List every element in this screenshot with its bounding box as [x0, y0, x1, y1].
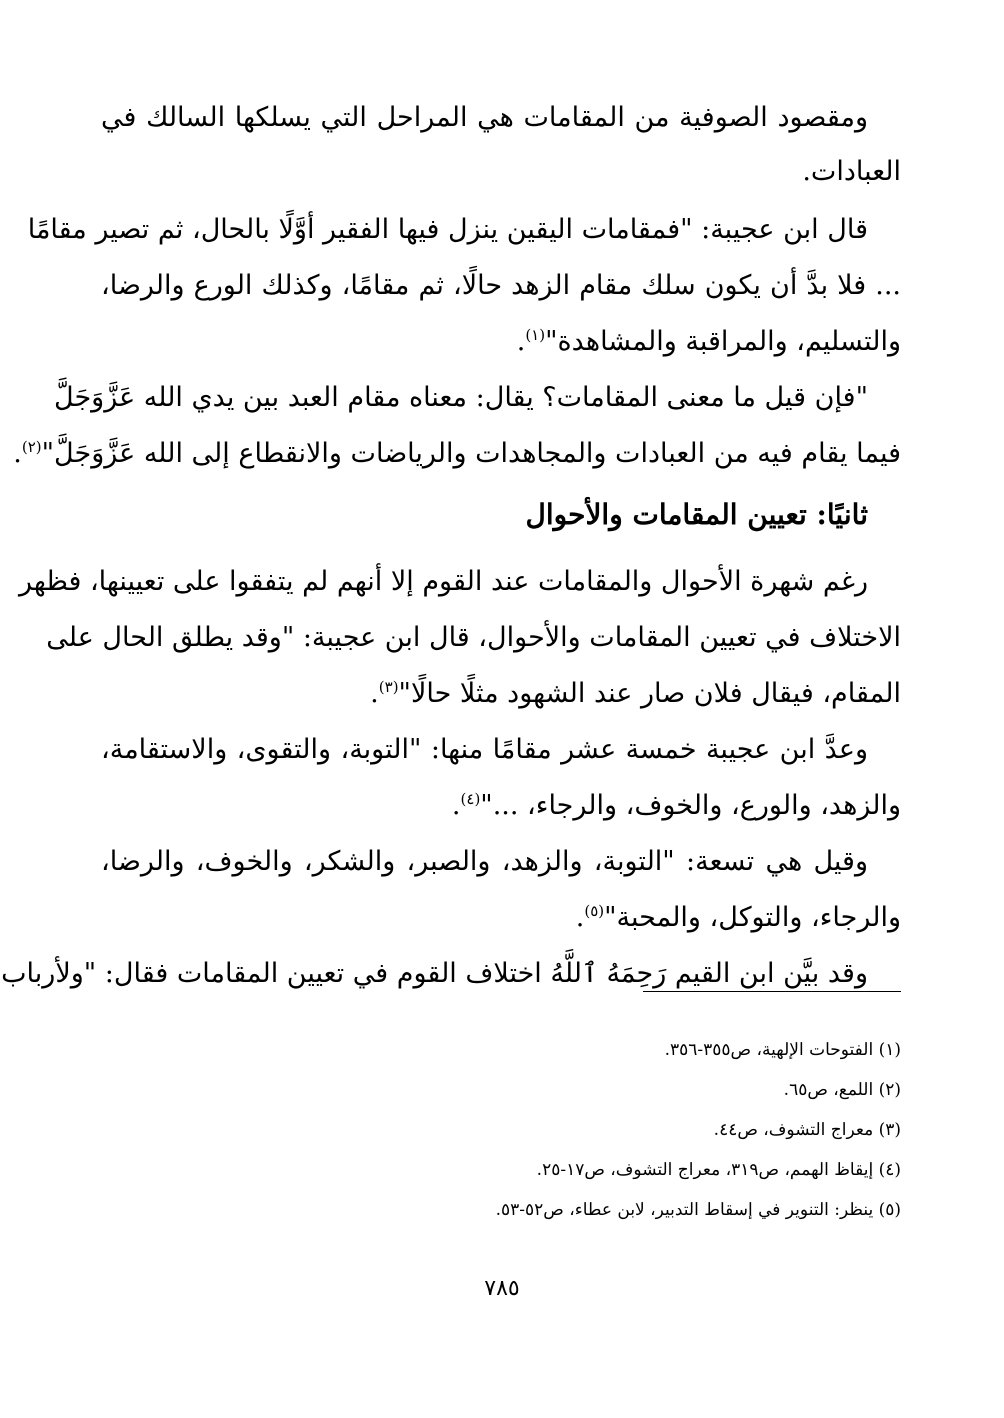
body-line-8: رغم شهرة الأحوال والمقامات عند القوم إلا أنهم لم يتفقوا على تعيينها، فظهر: [18, 566, 868, 597]
footnote-5: (٥) ينظر: التنوير في إسقاط التدبير، لابن عطاء، ص٥٢-٥٣.: [495, 1200, 901, 1220]
body-line-14: [101, 896, 901, 940]
body-line-10: [101, 672, 901, 716]
footnote-2: (٢) اللمع، ص٦٥.: [783, 1080, 901, 1100]
body-line-6: "فإن قيل ما معنى المقامات؟ يقال: معناه مقام العبد بين يدي الله عَزَّوَجَلَّ: [54, 382, 868, 413]
section-heading: ثانيًا: تعيين المقامات والأحوال: [525, 498, 868, 531]
body-line-5: [101, 320, 901, 364]
footnote-ref-5: (٥): [584, 902, 605, 920]
footnote-separator: [643, 991, 901, 992]
footnote-ref-1: (١): [525, 326, 546, 344]
quote-text: فيما يقام فيه من العبادات والمجاهدات والرياضات والانقطاع إلى الله عَزَّوَجَلَّ": [41, 438, 901, 469]
body-line-9: الاختلاف في تعيين المقامات والأحوال، قال ابن عجيبة: "وقد يطلق الحال على: [46, 622, 901, 653]
footnote-ref-3: (٣): [378, 678, 399, 696]
body-line-11: وعدَّ ابن عجيبة خمسة عشر مقامًا منها: "التوبة، والتقوى، والاستقامة،: [101, 734, 869, 765]
body-line-15: وقد بيَّن ابن القيم رَحِمَهُ ٱللَّهُ اختلاف القوم في تعيين المقامات فقال: "ولأرباب: [1, 958, 868, 989]
period: .: [451, 790, 461, 821]
body-line-13: وقيل هي تسعة: "التوبة، والزهد، والصبر، والشكر، والخوف، والرضا،: [101, 846, 868, 877]
body-line-1: ومقصود الصوفية من المقامات هي المراحل التي يسلكها السالك في: [101, 102, 868, 133]
footnote-ref-4: (٤): [460, 790, 481, 808]
quote-text: والرجاء، والتوكل، والمحبة": [604, 902, 901, 933]
page-number: ٧٨٥: [484, 1276, 520, 1301]
period: .: [370, 678, 379, 709]
period: .: [575, 902, 585, 933]
quote-text: المقام، فيقال فلان صار عند الشهود مثلًا حالًا": [398, 678, 901, 709]
body-line-2: العبادات.: [802, 156, 901, 187]
footnote-ref-2: (٢): [21, 438, 42, 456]
footnote-1: (١) الفتوحات الإلهية، ص٣٥٥-٣٥٦.: [664, 1040, 901, 1060]
footnote-4: (٤) إيقاظ الهمم، ص٣١٩، معراج التشوف، ص١٧-٢٥.: [536, 1160, 901, 1180]
period: .: [516, 326, 526, 357]
body-line-4: ... فلا بدَّ أن يكون سلك مقام الزهد حالًا، ثم مقامًا، وكذلك الورع والرضا،: [101, 270, 901, 301]
quote-text: والتسليم، والمراقبة والمشاهدة": [545, 326, 901, 357]
body-line-3: قال ابن عجيبة: "فمقامات اليقين ينزل فيها الفقير أوَّلًا بالحال، ثم تصير مقامًا: [27, 214, 868, 245]
footnote-3: (٣) معراج التشوف، ص٤٤.: [713, 1120, 901, 1140]
body-line-12: [101, 784, 901, 828]
quote-text: والزهد، والورع، والخوف، والرجاء، ...": [480, 790, 901, 821]
body-line-7: [13, 432, 901, 476]
period: .: [13, 438, 22, 469]
